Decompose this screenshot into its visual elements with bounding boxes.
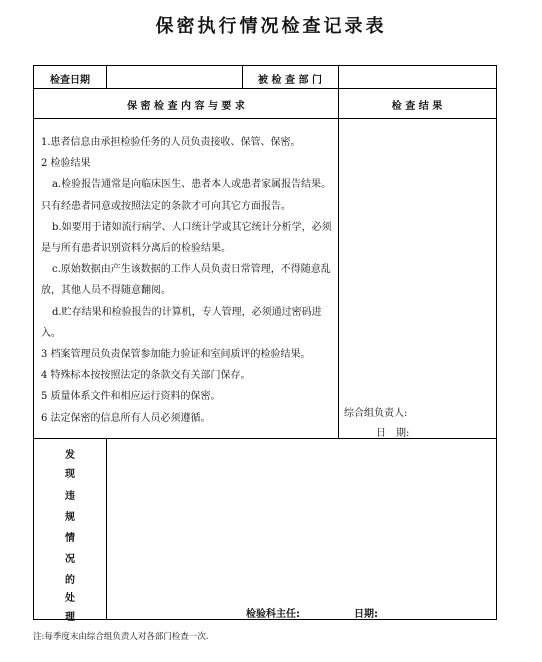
inspected-department-label: 被 检 查 部 门: [258, 75, 322, 86]
violation-label-char: 理: [65, 612, 75, 623]
requirement-item: 5 质量体系文件和相应运行资料的保密。: [41, 391, 221, 403]
column-divider: [338, 66, 339, 438]
group-leader-label: 综合组负责人:: [344, 408, 408, 419]
requirement-item: 4 特殊标本按按照法定的条款交有关部门保存。: [41, 370, 251, 382]
violation-label-char: 规: [65, 512, 75, 523]
inspection-date-label: 检查日期: [50, 75, 90, 86]
inspected-department-field[interactable]: [340, 68, 494, 86]
requirement-item: 2 检验结果: [41, 158, 91, 170]
requirement-item: d.贮存结果和检验报告的计算机，专人管理，必须通过密码进入。: [41, 306, 322, 339]
requirement-item: 6 法定保密的信息所有人员必须遵循。: [41, 412, 211, 424]
director-date-label: 日期:: [354, 609, 378, 620]
requirement-item: a.检验报告通常是向临床医生、患者本人或患者家属报告结果。只有经患者同意或按照法定的条款才可向其它方面报告。: [41, 179, 332, 212]
violation-handling-label: [34, 438, 106, 623]
violation-label-char: 情: [65, 533, 75, 544]
violation-handling-field[interactable]: [108, 440, 494, 600]
page-title: 保密执行情况检查记录表: [155, 16, 387, 37]
column-divider: [106, 438, 107, 620]
footnote: 注:每季度末由综合组负责人对各部门检查一次.: [33, 632, 209, 642]
violation-label-char: 发: [65, 450, 75, 461]
requirement-item: 1.患者信息由承担检验任务的人员负责接收、保管、保密。: [41, 137, 301, 148]
violation-label-char: 处: [65, 593, 75, 604]
violation-label-char: 现: [65, 469, 75, 480]
requirement-item: b.如要用于诸如流行病学、人口统计学或其它统计分析学，必须是与所有患者识别资料分离后的检验结果。: [41, 221, 332, 255]
column-divider: [106, 66, 107, 88]
row-divider: [34, 118, 496, 119]
content-requirements-header: 保 密 检 查 内 容 与 要 求: [127, 101, 245, 112]
violation-label-char: 的: [65, 575, 75, 586]
inspection-record-table: [33, 65, 497, 623]
row-divider: [34, 88, 496, 89]
requirement-item: 3 档案管理员负责保管参加能力验证和室间质评的检验结果。: [41, 349, 311, 361]
requirements-list: [41, 132, 337, 429]
result-date-label: 日 期:: [376, 428, 410, 439]
inspection-date-field[interactable]: [108, 68, 240, 86]
inspection-result-field[interactable]: [340, 120, 494, 400]
inspection-result-header: 检 查 结 果: [391, 101, 443, 112]
violation-label-char: 况: [65, 554, 75, 565]
requirement-item: c.原始数据由产生该数据的工作人员负责日常管理，不得随意乱放，其他人员不得随意翻阅。: [41, 264, 331, 297]
violation-label-char: 违: [65, 491, 75, 502]
lab-director-label: 检验科主任:: [246, 609, 300, 620]
